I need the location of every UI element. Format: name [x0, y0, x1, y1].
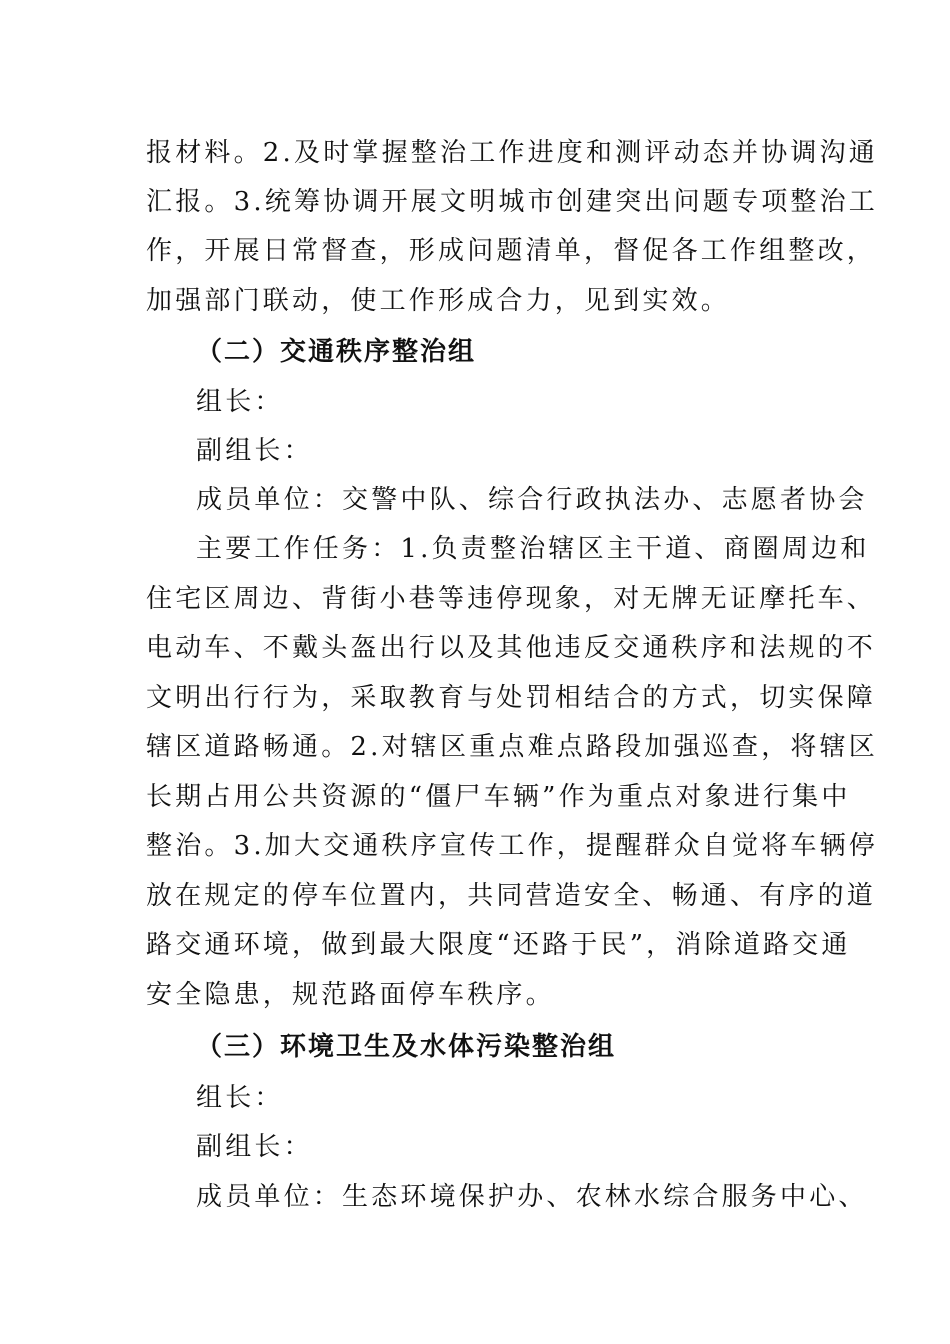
section-heading: （二）交通秩序整治组 [196, 337, 477, 367]
group-leader-label: 组长： [196, 1083, 284, 1113]
paragraph-line: 住宅区周边、背街小巷等违停现象，对无牌无证摩托车、 [146, 584, 877, 614]
member-units-line: 成员单位：生态环境保护办、农林水综合服务中心、 [196, 1182, 868, 1212]
section-heading: （三）环境卫生及水体污染整治组 [196, 1032, 617, 1062]
paragraph-line: 整治。3.加大交通秩序宣传工作，提醒群众自觉将车辆停 [146, 831, 879, 861]
deputy-leader-label: 副组长： [196, 1132, 313, 1162]
deputy-leader-label: 副组长： [196, 436, 313, 466]
paragraph-line: 路交通环境，做到最大限度“还路于民”，消除道路交通 [146, 930, 851, 960]
paragraph-line: 放在规定的停车位置内，共同营造安全、畅通、有序的道 [146, 881, 877, 911]
group-leader-label: 组长： [196, 387, 284, 417]
paragraph-line: 安全隐患，规范路面停车秩序。 [146, 980, 555, 1010]
paragraph-line: 汇报。3.统筹协调开展文明城市创建突出问题专项整治工 [146, 187, 879, 217]
member-units-line: 成员单位：交警中队、综合行政执法办、志愿者协会 [196, 485, 868, 515]
paragraph-line: 辖区道路畅通。2.对辖区重点难点路段加强巡查，将辖区 [146, 732, 879, 762]
paragraph-line: 主要工作任务：1.负责整治辖区主干道、商圈周边和 [196, 534, 870, 564]
paragraph-line: 长期占用公共资源的“僵尸车辆”作为重点对象进行集中 [146, 782, 851, 812]
paragraph-line: 电动车、不戴头盔出行以及其他违反交通秩序和法规的不 [146, 633, 877, 663]
paragraph-line: 报材料。2.及时掌握整治工作进度和测评动态并协调沟通 [146, 138, 879, 168]
paragraph-line: 作，开展日常督查，形成问题清单，督促各工作组整改， [146, 236, 877, 266]
paragraph-line: 加强部门联动，使工作形成合力，见到实效。 [146, 286, 731, 316]
paragraph-line: 文明出行行为，采取教育与处罚相结合的方式，切实保障 [146, 683, 877, 713]
